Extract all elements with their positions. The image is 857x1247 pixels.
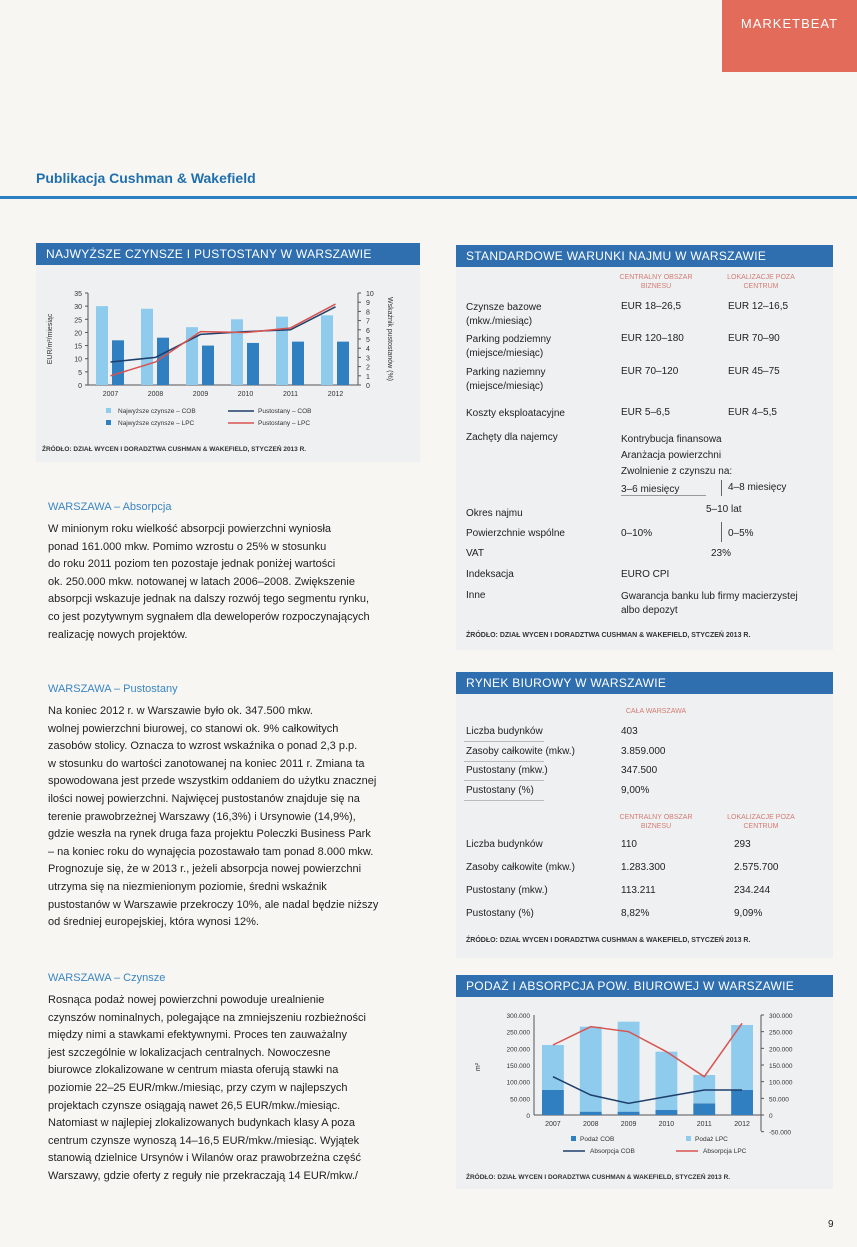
c1-y2tick-1: 1 <box>366 373 370 381</box>
std-row-label-0: Czynsze bazowe (mkw./miesiąc) <box>466 302 542 327</box>
c1-xtick-2008: 2008 <box>147 391 164 398</box>
absorp-title: WARSZAWA – Absorpcja <box>48 501 172 513</box>
rent-line-7: Natomiast w najlepiej zlokalizowanych budynkach klasy A poza <box>48 1117 355 1130</box>
rynek-all-label-3: Pustostany (%) <box>466 784 534 796</box>
c1-ytick-5: 5 <box>78 369 82 377</box>
c1-ytick-0: 0 <box>78 383 82 390</box>
c1-xtick-2012: 2012 <box>327 391 344 398</box>
std-row-v2-1: EUR 70–90 <box>728 333 780 344</box>
chart2-panel <box>456 997 833 1189</box>
c2-xtick-2008: 2008 <box>582 1121 599 1128</box>
absorp-line-3: ok. 250.000 mkw. notowanej w latach 2006–2008. Zwiększenie <box>48 575 355 588</box>
c1-legend-swatch-0 <box>106 408 111 413</box>
vac-line-12: od średniej europejskiej, która wynosi 12%. <box>48 916 259 929</box>
c2-ytick-100.000: 100.000 <box>506 1079 530 1087</box>
c2-bar-cob-2011 <box>693 1103 715 1115</box>
c1-legend-label-0: Najwyższe czynsze – COB <box>118 408 196 415</box>
std-source: ŹRÓDŁO: DZIAŁ WYCEN I DORADZTWA CUSHMAN & WAKEFIELD, STYCZEŃ 2013 R. <box>466 632 751 639</box>
c2-y2tick-50.000: 50.000 <box>769 1096 789 1104</box>
rynek-all-value-1: 3.859.000 <box>621 745 666 757</box>
okres-value: 5–10 lat <box>706 504 742 515</box>
zachety-line-0: Kontrybucja finansowa <box>621 434 722 445</box>
c1-y2tick-0: 0 <box>366 383 370 390</box>
rynek-col1-header: CENTRALNY OBSZAR BIZNESU <box>619 814 693 830</box>
c2-bar-cob-2007 <box>542 1090 564 1115</box>
rynek-all-rule-1 <box>464 761 544 762</box>
c2-ytick-300.000: 300.000 <box>506 1013 530 1020</box>
c1-y2tick-8: 8 <box>366 309 370 317</box>
zachety-line-1: Aranżacja powierzchni <box>621 450 722 461</box>
rynek-all-label-0: Liczba budynków <box>466 726 543 737</box>
c2-xtick-2009: 2009 <box>620 1121 637 1128</box>
c2-legend-swatch-1 <box>686 1136 691 1141</box>
c1-bar-cob-2010 <box>231 319 243 385</box>
c2-bar-lpc-2007 <box>542 1045 564 1090</box>
chart1-svg <box>36 265 420 462</box>
c2-source: ŹRÓDŁO: DZIAŁ WYCEN I DORADZTWA CUSHMAN & WAKEFIELD, STYCZEŃ 2013 R. <box>466 1174 731 1181</box>
rynek-all-rule-0 <box>464 741 544 742</box>
c2-y2tick--50.000: -50.000 <box>769 1129 792 1137</box>
okres-label: Okres najmu <box>466 508 523 519</box>
rynek-all-value-2: 347.500 <box>621 765 658 776</box>
rynek-all-value-0: 403 <box>621 726 638 737</box>
c2-bar-cob-2012 <box>731 1090 753 1115</box>
wspolne-label: Powierzchnie wspólne <box>466 528 565 539</box>
c1-ytick-25: 25 <box>74 317 82 325</box>
vac-line-11: pustostanów w Warszawie przekroczy 10%, ale nadal będzie niższy <box>48 898 379 911</box>
rent-line-10: Warszawy, gdzie oferty z reguły nie przekraczają 14 EUR/mkw./ <box>48 1169 358 1182</box>
c1-bar-lpc-2009 <box>202 346 214 385</box>
c1-xtick-2009: 2009 <box>192 391 209 398</box>
c1-ytick-10: 10 <box>74 356 82 364</box>
c2-legend-label-0: Podaż COB <box>580 1136 615 1143</box>
vac-title: WARSZAWA – Pustostany <box>48 683 178 695</box>
absorp-line-4: absorpcji wskazuje jednak na dalszy rozwój tego segmentu rynku, <box>48 593 369 606</box>
vac-line-9: Prognozuje się, że w 2013 r., jeżeli absorpcja nowej powierzchni <box>48 863 362 876</box>
std-row-label-2: Parking naziemny (miejsce/miesiąc) <box>466 367 546 392</box>
vac-line-2: zasobów stolicy. Oznacza to wzrost wskaźnika o ponad 2,3 p.p. <box>48 740 358 753</box>
marketbeat-badge: MARKETBEAT <box>722 0 857 72</box>
vac-line-1: wolnej powierzchni biurowej, co stanowi ok. 9% całkowitych <box>48 722 339 735</box>
rent-title: WARSZAWA – Czynsze <box>48 972 166 984</box>
c1-bar-lpc-2008 <box>157 338 169 385</box>
c1-legend-label-3: Pustostany – LPC <box>258 420 311 427</box>
rynek-split-label-0: Liczba budynków <box>466 839 543 850</box>
c1-bar-lpc-2007 <box>112 340 124 385</box>
rent-line-6: projektach czynsze osiągają nawet 26,5 EUR/mkw./miesiąc. <box>48 1099 341 1112</box>
c1-bar-lpc-2010 <box>247 343 259 385</box>
zachety-values <box>621 432 732 480</box>
c2-legend-label-2: Absorpcja COB <box>590 1148 635 1155</box>
c2-legend-swatch-0 <box>571 1136 576 1141</box>
rynek-split-v2-2: 234.244 <box>734 885 771 896</box>
c1-ytick-20: 20 <box>74 330 82 338</box>
chart1-panel <box>36 265 420 462</box>
vac-line-6: terenie prawobrzeżnej Warszawy (16,3%) i Ursynowie (14,9%), <box>48 810 356 823</box>
rynek-split-v2-1: 2.575.700 <box>734 862 779 873</box>
vac-line-4: spowodowana jest przede wszystkim oddaniem do użytku znacznej <box>48 775 377 788</box>
c1-xtick-2007: 2007 <box>102 391 119 398</box>
zachety-label: Zachęty dla najemcy <box>466 432 558 443</box>
c2-bar-cob-2010 <box>656 1110 678 1115</box>
std-row-v1-2: EUR 70–120 <box>621 366 679 377</box>
c1-bar-cob-2012 <box>321 315 333 385</box>
std-row-label-1: Parking podziemny (miejsce/miesiąc) <box>466 334 552 359</box>
rynek-split-v2-0: 293 <box>734 839 751 850</box>
c1-bar-cob-2007 <box>96 306 108 385</box>
rent-paragraph <box>48 992 428 1186</box>
c1-ytick-15: 15 <box>74 343 82 351</box>
c2-ytick-50.000: 50.000 <box>510 1096 530 1104</box>
c2-ytick-150.000: 150.000 <box>506 1063 530 1070</box>
std-col2-header: LOKALIZACJE POZA CENTRUM <box>727 274 795 290</box>
c1-y2tick-10: 10 <box>366 291 374 298</box>
rynek-panel <box>456 694 833 958</box>
c1-bar-lpc-2011 <box>292 342 304 385</box>
c2-bar-lpc-2011 <box>693 1075 715 1103</box>
c1-bar-lpc-2012 <box>337 342 349 385</box>
std-row-v1-0: EUR 18–26,5 <box>621 301 682 312</box>
rynek-all-rule-3 <box>464 800 544 801</box>
c1-y2tick-4: 4 <box>366 346 370 354</box>
vac-line-3: w stosunku do wartości zanotowanej na koniec 2011 r. Zmiana ta <box>48 757 365 770</box>
absorp-paragraph <box>48 521 428 644</box>
rynek-all-label-1: Zasoby całkowite (mkw.) <box>466 745 575 757</box>
c1-legend-swatch-1 <box>106 420 111 425</box>
c1-ytick-35: 35 <box>74 291 82 298</box>
c1-ylabel: EUR/m²/miesiąc <box>47 313 54 365</box>
c2-xtick-2010: 2010 <box>658 1121 675 1128</box>
rent-line-1: czynszów nominalnych, polegające na zmniejszeniu rozbieżności <box>48 1011 366 1024</box>
c1-y2label: Wskaźnik pustostanów (%) <box>386 296 393 382</box>
rent-line-8: centrum czynsze wynoszą 14–16,5 EUR/mkw./miesiąc. Wyjątek <box>48 1134 360 1147</box>
std-row-label-3: Koszty eksploatacyjne <box>466 408 565 419</box>
std-row-v1-3: EUR 5–6,5 <box>621 407 670 418</box>
absorp-line-1: ponad 161.000 mkw. Pomimo wzrostu o 25% w stosunku <box>48 540 327 553</box>
c2-bar-lpc-2008 <box>580 1027 602 1112</box>
rynek-col2-header: LOKALIZACJE POZA CENTRUM <box>727 814 795 830</box>
c2-ytick-200.000: 200.000 <box>506 1046 530 1054</box>
std-col1-header: CENTRALNY OBSZAR BIZNESU <box>619 274 693 290</box>
zwol2: 4–8 miesięcy <box>721 480 794 496</box>
c1-y2tick-5: 5 <box>366 337 370 344</box>
chart2-title: PODAŻ I ABSORPCJA POW. BIUROWEJ W WARSZAWIE <box>456 975 833 997</box>
c1-xtick-2010: 2010 <box>237 391 254 398</box>
vac-line-8: – na koniec roku do wynajęcia pozostawało tam ponad 8.000 mkw. <box>48 845 374 858</box>
zwol1: 3–6 miesięcy <box>621 484 706 496</box>
c1-legend-label-2: Pustostany – COB <box>258 408 312 415</box>
c1-y2tick-3: 3 <box>366 355 370 363</box>
rynek-split-label-2: Pustostany (mkw.) <box>466 885 548 896</box>
chart2-svg <box>456 997 833 1189</box>
vac-paragraph <box>48 703 428 932</box>
absorp-line-5: co jest pozytywnym sygnałem dla deweloperów rozpoczynających <box>48 610 370 623</box>
index-value: EURO CPI <box>621 569 670 580</box>
c2-y2tick-150.000: 150.000 <box>769 1063 793 1070</box>
c2-xtick-2012: 2012 <box>734 1121 750 1128</box>
rynek-split-v2-3: 9,09% <box>734 908 763 919</box>
absorp-line-6: realizację nowych projektów. <box>48 628 188 641</box>
std-row-v1-1: EUR 120–180 <box>621 333 684 344</box>
vac-line-7: gdzie weszła na rynek druga faza projektu Poleczki Business Park <box>48 828 371 841</box>
c2-bar-cob-2008 <box>580 1112 602 1115</box>
vac-line-10: utrzyma się na niezmienionym poziomie, średni wskaźnik <box>48 880 327 893</box>
vat-value: 23% <box>711 548 732 559</box>
rynek-all-header: CAŁA WARSZAWA <box>625 708 687 715</box>
rent-line-0: Rosnąca podaż nowej powierzchni powoduje urealnienie <box>48 994 325 1006</box>
rent-line-2: między nimi a stawkami efektywnymi. Proces ten zauważalny <box>48 1029 347 1042</box>
c1-y2tick-6: 6 <box>366 327 370 335</box>
wspolne2: 0–5% <box>721 522 754 542</box>
inne-line-0: Gwarancja banku lub firmy macierzystej <box>621 591 798 602</box>
header-rule <box>0 196 857 199</box>
rynek-all-value-3: 9,00% <box>621 784 650 796</box>
c2-legend-label-1: Podaż LPC <box>695 1136 728 1143</box>
rynek-split-v1-2: 113.211 <box>621 885 656 896</box>
inne-line-1: albo depozyt <box>621 605 678 616</box>
vat-label: VAT <box>466 548 484 559</box>
std-panel <box>456 267 833 650</box>
c1-y2tick-2: 2 <box>366 364 370 372</box>
c1-y2tick-9: 9 <box>366 300 370 308</box>
absorp-line-2: do roku 2011 poziom ten pozostaje jednak poniżej wartości <box>48 558 336 571</box>
publication-title: Publikacja Cushman & Wakefield <box>36 170 256 186</box>
rynek-source: ŹRÓDŁO: DZIAŁ WYCEN I DORADZTWA CUSHMAN & WAKEFIELD, STYCZEŃ 2013 R. <box>466 937 751 944</box>
c2-ytick-0: 0 <box>526 1113 530 1120</box>
c2-y2tick-200.000: 200.000 <box>769 1046 793 1054</box>
rynek-all-label-2: Pustostany (mkw.) <box>466 765 548 776</box>
c1-legend-label-1: Najwyższe czynsze – LPC <box>118 420 195 427</box>
rynek-split-label-1: Zasoby całkowite (mkw.) <box>466 862 575 873</box>
c2-y2tick-300.000: 300.000 <box>769 1013 793 1020</box>
wspolne1: 0–10% <box>621 528 653 539</box>
c1-bar-cob-2008 <box>141 309 153 385</box>
c2-ylabel: m² <box>475 1062 482 1072</box>
inne-label: Inne <box>466 590 486 601</box>
chart1-title: NAJWYŻSZE CZYNSZE I PUSTOSTANY W WARSZAWIE <box>36 243 420 265</box>
rent-line-9: stanowią dzielnice Ursynów i Wilanów oraz prawobrzeżna część <box>48 1152 362 1165</box>
std-row-v2-3: EUR 4–5,5 <box>728 407 777 418</box>
index-label: Indeksacja <box>466 569 514 580</box>
c2-xtick-2011: 2011 <box>696 1121 712 1128</box>
c2-ytick-250.000: 250.000 <box>506 1029 530 1037</box>
vac-line-0: Na koniec 2012 r. w Warszawie było ok. 347.500 mkw. <box>48 705 313 717</box>
rynek-all-rule-2 <box>464 780 544 781</box>
absorp-line-0: W minionym roku wielkość absorpcji powierzchni wyniosła <box>48 523 332 535</box>
c2-bar-cob-2009 <box>618 1112 640 1115</box>
std-title: STANDARDOWE WARUNKI NAJMU W WARSZAWIE <box>456 245 833 267</box>
c1-source: ŹRÓDŁO: DZIAŁ WYCEN I DORADZTWA CUSHMAN & WAKEFIELD, STYCZEŃ 2013 R. <box>42 446 307 453</box>
std-row-v2-0: EUR 12–16,5 <box>728 301 789 312</box>
inne-values <box>621 590 798 618</box>
vac-line-5: ilości nowej powierzchni. Najwięcej pustostanów znajduje się na <box>48 792 360 805</box>
c2-y2tick-250.000: 250.000 <box>769 1029 793 1037</box>
c2-y2tick-100.000: 100.000 <box>769 1079 793 1087</box>
rynek-split-v1-3: 8,82% <box>621 908 650 919</box>
std-row-v2-2: EUR 45–75 <box>728 366 780 377</box>
c2-legend-label-3: Absorpcja LPC <box>703 1148 747 1155</box>
rent-line-3: jest szczególnie w lokalizacjach centralnych. Nowoczesne <box>48 1046 331 1059</box>
c1-bar-cob-2011 <box>276 317 288 385</box>
c2-y2tick-0: 0 <box>769 1113 773 1120</box>
c1-ytick-30: 30 <box>74 304 82 312</box>
zachety-line-2: Zwolnienie z czynszu na: <box>621 466 733 477</box>
rynek-title: RYNEK BIUROWY W WARSZAWIE <box>456 672 833 694</box>
rynek-split-v1-0: 110 <box>621 839 637 850</box>
rynek-split-v1-1: 1.283.300 <box>621 862 666 873</box>
c2-xtick-2007: 2007 <box>545 1121 561 1128</box>
rynek-split-label-3: Pustostany (%) <box>466 908 534 919</box>
c1-xtick-2011: 2011 <box>282 391 299 398</box>
c1-y2tick-7: 7 <box>366 318 370 326</box>
rent-line-5: poziomie 22–25 EUR/mkw./miesiąc, przy czym w najlepszych <box>48 1081 348 1094</box>
c2-bar-lpc-2010 <box>656 1052 678 1110</box>
page-number: 9 <box>828 1219 834 1230</box>
rent-line-4: biurowce zlokalizowane w centrum miasta oferują stawki na <box>48 1064 339 1077</box>
